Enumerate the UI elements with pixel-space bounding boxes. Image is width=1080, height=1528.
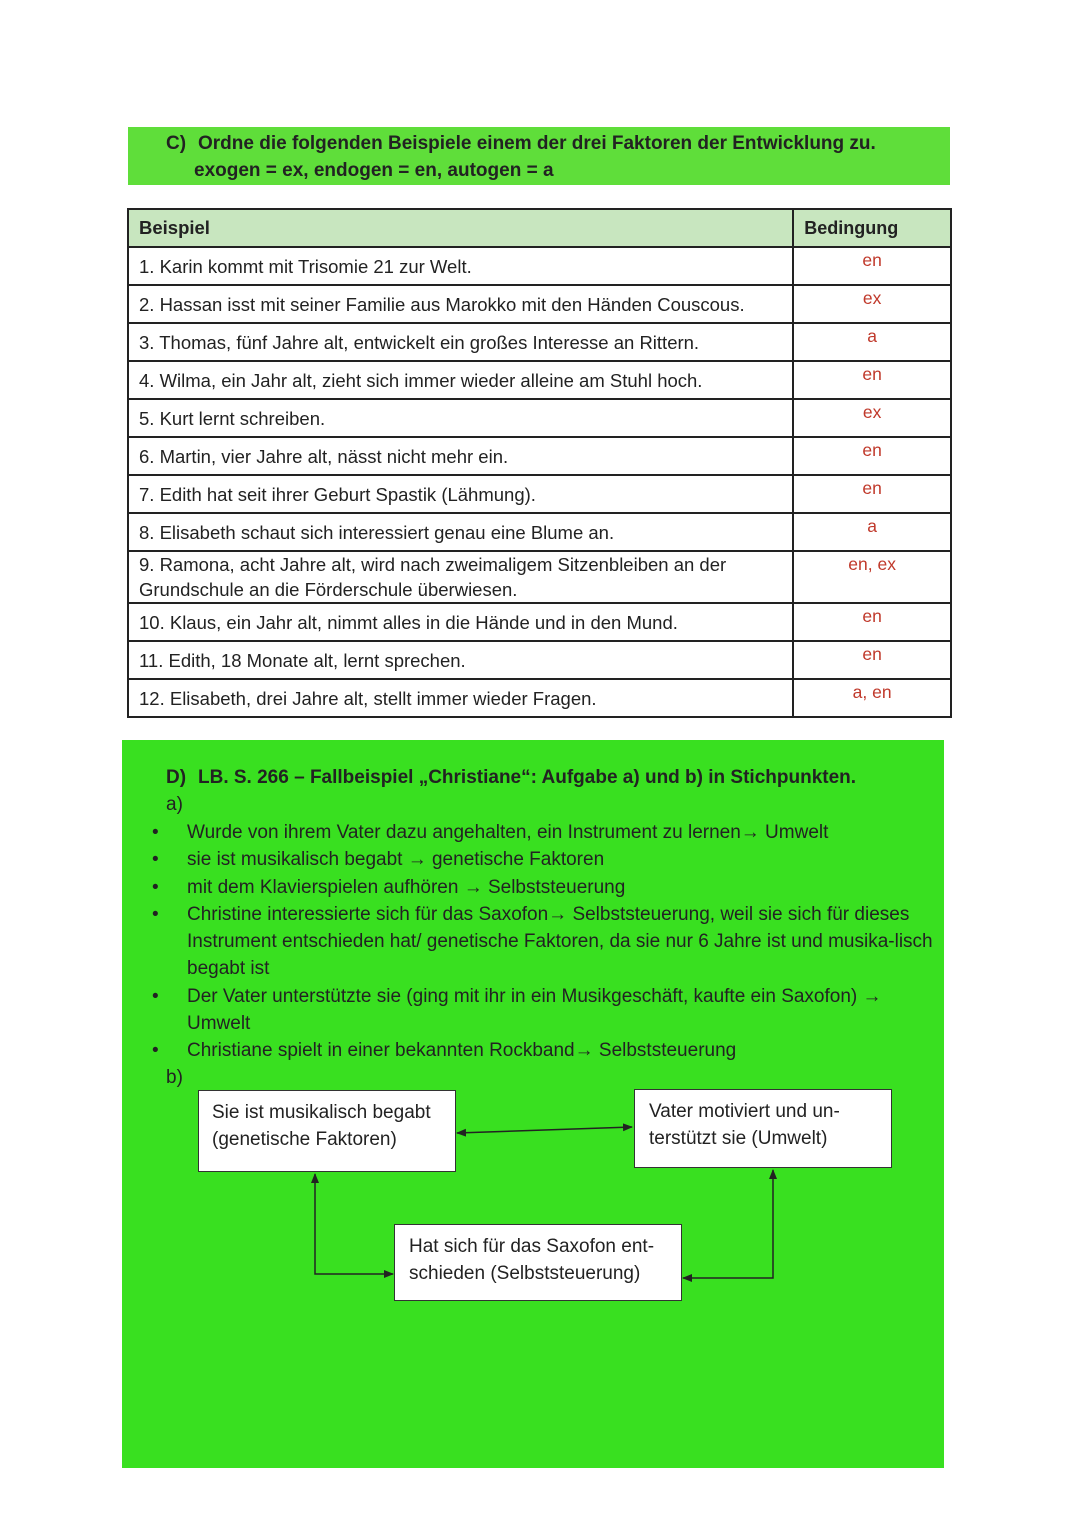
box-line: (genetische Faktoren): [212, 1129, 397, 1150]
section-c-label: C): [166, 133, 187, 154]
condition-cell: ex: [793, 285, 951, 323]
example-cell: 6. Martin, vier Jahre alt, nässt nicht mehr ein.: [128, 437, 793, 475]
example-cell: 9. Ramona, acht Jahre alt, wird nach zweimaligem Sitzenbleiben an der Grundschule an die Förderschule überwiesen.: [128, 551, 793, 603]
condition-cell: a, en: [793, 679, 951, 717]
condition-cell: en: [793, 641, 951, 679]
box-line: Sie ist musikalisch begabt: [212, 1102, 431, 1123]
example-cell: 1. Karin kommt mit Trisomie 21 zur Welt.: [128, 247, 793, 285]
condition-cell: a: [793, 513, 951, 551]
part-a-label: a): [166, 794, 183, 815]
header-bedingung: Bedingung: [793, 209, 951, 247]
example-cell: 4. Wilma, ein Jahr alt, zieht sich immer wieder alleine am Stuhl hoch.: [128, 361, 793, 399]
header-beispiel: Beispiel: [128, 209, 793, 247]
list-item: • Christiane spielt in einer bekannten Rockband→ Selbststeuerung: [152, 1037, 942, 1064]
condition-cell: en: [793, 247, 951, 285]
condition-cell: ex: [793, 399, 951, 437]
section-d-label: D): [166, 767, 187, 788]
box-line: Hat sich für das Saxofon ent-: [409, 1236, 655, 1257]
list-item: • sie ist musikalisch begabt → genetische Faktoren: [152, 846, 942, 873]
condition-cell: en: [793, 361, 951, 399]
box-line: terstützt sie (Umwelt): [649, 1128, 828, 1149]
list-item: • Der Vater unterstützte sie (ging mit ihr in ein Musikgeschäft, kaufte ein Saxofon) → Umwelt: [152, 983, 942, 1038]
arrow-environment-selfcontrol: [683, 1170, 773, 1278]
example-cell: 10. Klaus, ein Jahr alt, nimmt alles in die Hände und in den Mund.: [128, 603, 793, 641]
list-item: • Wurde von ihrem Vater dazu angehalten, ein Instrument zu lernen→ Umwelt: [152, 819, 942, 846]
box-line: schieden (Selbststeuerung): [409, 1263, 641, 1284]
condition-cell: en, ex: [793, 551, 951, 603]
example-cell: 7. Edith hat seit ihrer Geburt Spastik (Lähmung).: [128, 475, 793, 513]
section-c-line1: Ordne die folgenden Beispiele einem der drei Faktoren der Entwicklung zu.: [198, 133, 876, 154]
list-item: • mit dem Klavierspielen aufhören → Selbststeuerung: [152, 874, 942, 901]
section-d-title-text: LB. S. 266 – Fallbeispiel „Christiane“: Aufgabe a) und b) in Stichpunkten.: [198, 767, 857, 788]
section-c-legend: exogen = ex, endogen = en, autogen = a: [194, 160, 554, 181]
example-cell: 5. Kurt lernt schreiben.: [128, 399, 793, 437]
diagram-box-selfcontrol: [394, 1224, 682, 1301]
part-b-label: b): [166, 1067, 183, 1088]
diagram-box-genetics: [198, 1090, 456, 1172]
example-cell: 8. Elisabeth schaut sich interessiert genau eine Blume an.: [128, 513, 793, 551]
example-cell: 11. Edith, 18 Monate alt, lernt sprechen.: [128, 641, 793, 679]
condition-cell: a: [793, 323, 951, 361]
condition-cell: en: [793, 475, 951, 513]
example-cell: 12. Elisabeth, drei Jahre alt, stellt immer wieder Fragen.: [128, 679, 793, 717]
example-cell: 2. Hassan isst mit seiner Familie aus Marokko mit den Händen Couscous.: [128, 285, 793, 323]
diagram-box-environment: [634, 1089, 892, 1168]
condition-cell: en: [793, 437, 951, 475]
arrow-genetics-environment: [457, 1127, 632, 1133]
arrow-genetics-selfcontrol: [315, 1174, 393, 1274]
condition-cell: en: [793, 603, 951, 641]
list-item: • Christine interessierte sich für das Saxofon→ Selbststeuerung, weil sie sich für dieses Instrument entschieden hat/ genetische Faktoren, da sie nur 6 Jahre ist und musika-lisch begabt ist: [152, 901, 942, 983]
example-cell: 3. Thomas, fünf Jahre alt, entwickelt ein großes Interesse an Rittern.: [128, 323, 793, 361]
box-line: Vater motiviert und un-: [649, 1101, 840, 1122]
